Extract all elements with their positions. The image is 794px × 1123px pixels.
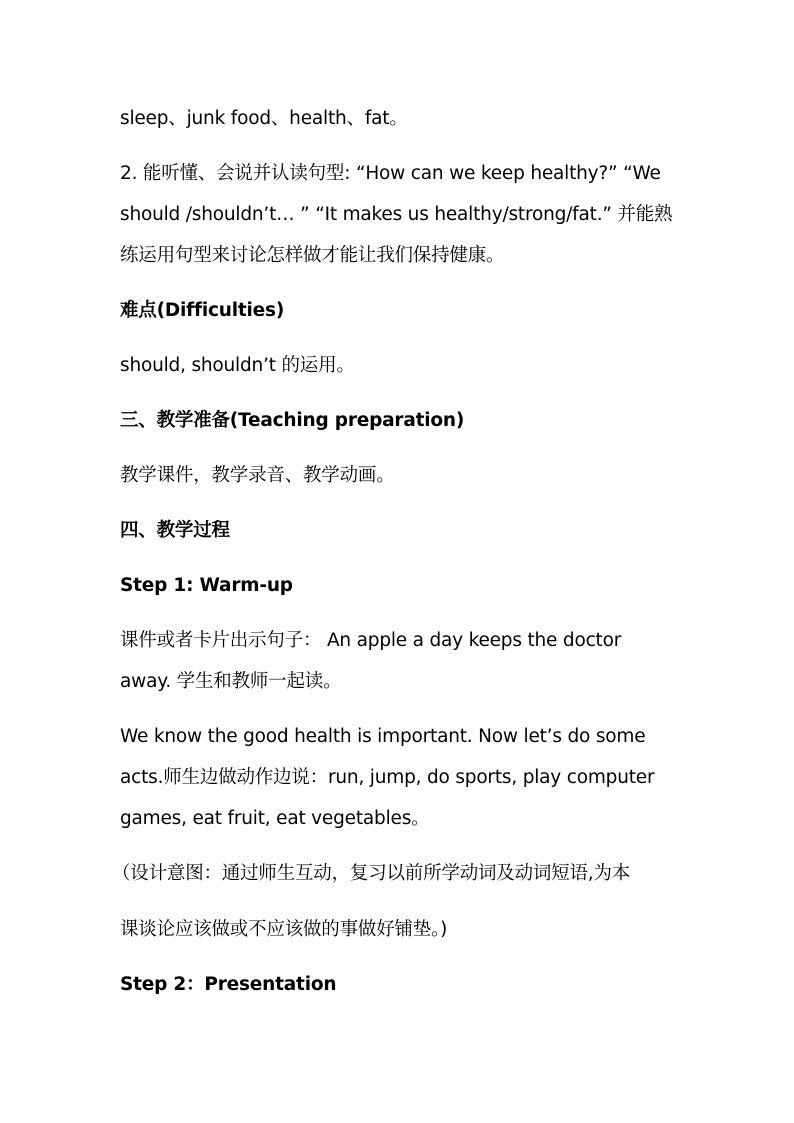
design-intent-line-1: （设计意图：通过师生互动，复习以前所学动词及动词短语,为本 — [112, 863, 631, 884]
difficulties-text: should, shouldn’t 的运用。 — [120, 355, 355, 376]
step1-text-line-1: 课件或者卡片出示句子： An apple a day keeps the doctor — [120, 630, 622, 651]
vocab-line: sleep、junk food、health、fat。 — [120, 108, 408, 129]
step1-para-line-2: acts.师生边做动作边说：run, jump, do sports, play computer — [120, 767, 655, 788]
process-heading: 四、教学过程 — [120, 520, 230, 541]
step1-text-line-2: away. 学生和教师一起读。 — [120, 671, 342, 692]
design-intent-line-2: 课谈论应该做或不应该做的事做好铺垫。) — [120, 919, 448, 940]
step1-para-line-1: We know the good health is important. Now let’s do some — [120, 726, 646, 747]
step2-heading: Step 2：Presentation — [120, 974, 337, 995]
step1-para-line-3: games, eat fruit, eat vegetables。 — [120, 808, 430, 829]
objective-2-line-3: 练运用句型来讨论怎样做才能让我们保持健康。 — [120, 245, 505, 266]
step1-heading: Step 1: Warm-up — [120, 575, 293, 596]
preparation-text: 教学课件，教学录音、教学动画。 — [120, 465, 395, 486]
difficulties-heading: 难点(Difficulties) — [120, 300, 285, 321]
objective-2-line-2: should /shouldn’t… ” “It makes us healthy/strong/fat.” 并能熟 — [120, 204, 673, 225]
preparation-heading: 三、教学准备(Teaching preparation) — [120, 410, 465, 431]
objective-2-line-1: 2. 能听懂、会说并认读句型: “How can we keep healthy?” “We — [120, 163, 661, 184]
